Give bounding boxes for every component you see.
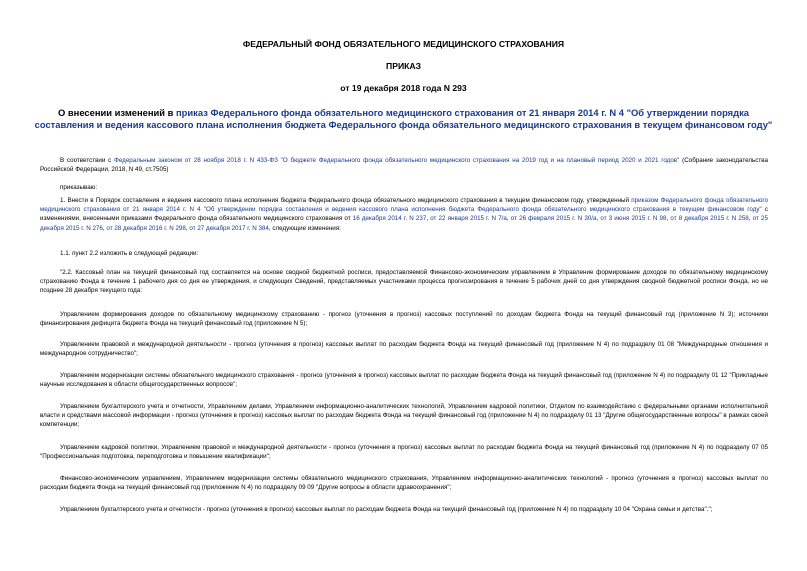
order-384-link[interactable]: от 27 декабря 2017 г. N 384 (189, 224, 269, 232)
paragraph-accounting-departments: Управлением бухгалтерского учета и отчетности, Управлением делами, Управлением информационно-аналитических технологий, Управлением кадровой политики, Отделом по взаимодействию с федеральными органами исполнительной власти и средствами массовой информации - прогноз (уточнения в прогноз) кассовых выплат по расходам бюджета Фонда на текущий финансовый год (приложение N 4) по подразделу 01 13 "Другие общегосударственные вопросы" в рамках своей компетенции; (40, 403, 768, 429)
paragraph-modernization-department: Управлением модернизации системы обязательного медицинского страхования - прогноз (уточнения в прогноз) кассовых выплат по расходам бюджета Фонда на текущий финансовый год (приложение N 4) по подразделу 01 12 "Прикладные научные исследования в области общегосударственных вопросов"; (40, 372, 768, 389)
item-1-text: 1. Внести в Порядок составления и ведения кассового плана исполнения бюджета Федерального фонда обязательного медицинского страхования в текущем финансовом году, утвержденный (60, 197, 632, 204)
item-1-tail: , следующие изменения: (268, 224, 341, 232)
paragraph-personnel-department: Управлением кадровой политики, Управлением правовой и международной деятельности - прогноз (уточнения в прогноз) кассовых выплат по расходам бюджета Фонда на текущий финансовый год (приложение N 4) по подразделу 07 05 "Профессиональная подготовка, переподготовка и повышение квалификации"; (40, 444, 768, 461)
order-98-link[interactable]: от 3 июня 2015 г. N 98 (600, 215, 667, 223)
item-1-amendments-text: с изменениями, внесенными приказами Федерального фонда обязательного медицинского страхования от (40, 206, 768, 223)
paragraph-finance-department: Финансово-экономическим управлением, Управлением модернизации системы обязательного медицинского страхования, Управлением информационно-аналитических технологий - прогноз (уточнения в прогноз) кассовых выплат по расходам бюджета Фонда на текущий финансовый год (приложение N 4) по подразделу 09 09 "Другие вопросы в области здравоохранения"; (40, 475, 768, 492)
paragraph-revenue-department: Управлением формирования доходов по обязательному медицинскому страхованию - прогноз (уточнения в прогноз) кассовых поступлений по доходам бюджета Фонда на текущий финансовый год (приложение N 3); источники финансирования дефицита бюджета Фонда на текущий финансовый год (приложение N 5); (40, 311, 768, 328)
paragraph-accounting-family: Управлением бухгалтерского учета и отчетности - прогноз (уточнения в прогноз) кассовых выплат по расходам бюджета Фонда на текущий финансовый год (приложение N 4) по подразделу 10 04 "Охрана семьи и детства"."; (60, 506, 713, 513)
title-order-link[interactable]: приказ Федерального фонда обязательного медицинского страхования от 21 января 2014 г. N 4 "Об утверждении порядка составления и ведения кассового плана исполнения бюджета Федерального фонда обязательного медицинского страхования в текущем финансовом году" (34, 107, 773, 130)
paragraph-item-2-2: "2.2. Кассовый план на текущий финансовый год составляется на основе сводной бюджетной росписи, предоставляемой Финансово-экономическим управлением в Управление формирование доходов по обязательному медицинскому страхованию Фонда в течение 1 рабочего дня со дня ее утверждения, и следующих Сведений, представляемых участниками процесса прогнозирования в течение 5 рабочих дней со дня утверждения сводной бюджетной росписи Фонда, но не позднее 28 декабря текущего года: (40, 269, 768, 295)
date-number-heading: от 19 декабря 2018 года N 293 (340, 83, 467, 93)
paragraph-item-1: 1. Внести в Порядок составления и ведения кассового плана исполнения бюджета Федерального фонда обязательного медицинского страхования в текущем финансовом году, утвержденный приказом Федерального фонда обязательного медицинского страхования от 21 января 2014 г. N 4 "Об утверждении порядка составления и ведения кассового плана исполнения бюджета Федерального фонда обязательного медицинского страхования в текущем финансовом году" с изменениями, внесенными приказами Федерального фонда обязательного медицинского страхования от 16 декабря 2014 г. N 237, от 22 января 2015 г. N 7/а, от 26 февраля 2015 г. N 30/а, от 3 июня 2015 г. N 98, от 8 декабря 2015 г. N 258, от 25 декабря 2015 г. N 276, от 28 декабря 2016 г. N 298, от 27 декабря 2017 г. N 384, следующие изменения: (40, 197, 769, 232)
order-276-link[interactable]: от 25 декабря 2015 г. N 276 (40, 215, 768, 232)
federal-law-link[interactable]: Федеральным законом от 28 ноября 2018 г. N 433-ФЗ "О бюджете Федерального фонда обязательного медицинского страхования на 2019 год и на плановый период 2020 и 2021 годов" (114, 157, 680, 164)
document-type-heading: ПРИКАЗ (386, 61, 421, 71)
title-prefix: О внесении изменений в (58, 107, 177, 118)
paragraph-order-word: приказываю: (60, 184, 98, 191)
document-title (30, 107, 777, 131)
paragraph-basis (40, 156, 768, 174)
order-7a-link[interactable]: от 22 января 2015 г. N 7/а (430, 215, 507, 223)
order-298-link[interactable]: от 28 декабря 2016 г. N 298 (106, 224, 186, 232)
order-258-link[interactable]: от 8 декабря 2015 г. N 258 (670, 215, 749, 223)
paragraph-legal-department: Управлением правовой и международной деятельности - прогноз (уточнения в прогноз) кассовых выплат по расходам бюджета Фонда на текущий финансовый год (приложение N 4) по подразделу 01 08 "Международные отношения и международное сотрудничество"; (40, 341, 768, 358)
organization-heading: ФЕДЕРАЛЬНЫЙ ФОНД ОБЯЗАТЕЛЬНОГО МЕДИЦИНСКОГО СТРАХОВАНИЯ (242, 39, 565, 49)
order-30a-link[interactable]: от 26 февраля 2015 г. N 30/а (510, 215, 597, 223)
order-237-link[interactable]: 16 декабря 2014 г. N 237 (352, 215, 427, 223)
basis-text-start: В соответствии с (60, 157, 115, 164)
order-4-link[interactable]: приказом Федерального фонда обязательного медицинского страхования от 21 января 2014 г. N 4 "Об утверждении порядка составления и ведения кассового плана исполнения бюджета Федерального фонда обязательного медицинского страхования в текущем финансовом году" (40, 197, 769, 214)
basis-text-end: (Собрание законодательства Российской Федерации, 2018, N 49, ст.7505) (40, 157, 768, 174)
paragraph-item-1-1: 1.1. пункт 2.2 изложить в следующей редакции: (60, 250, 199, 257)
